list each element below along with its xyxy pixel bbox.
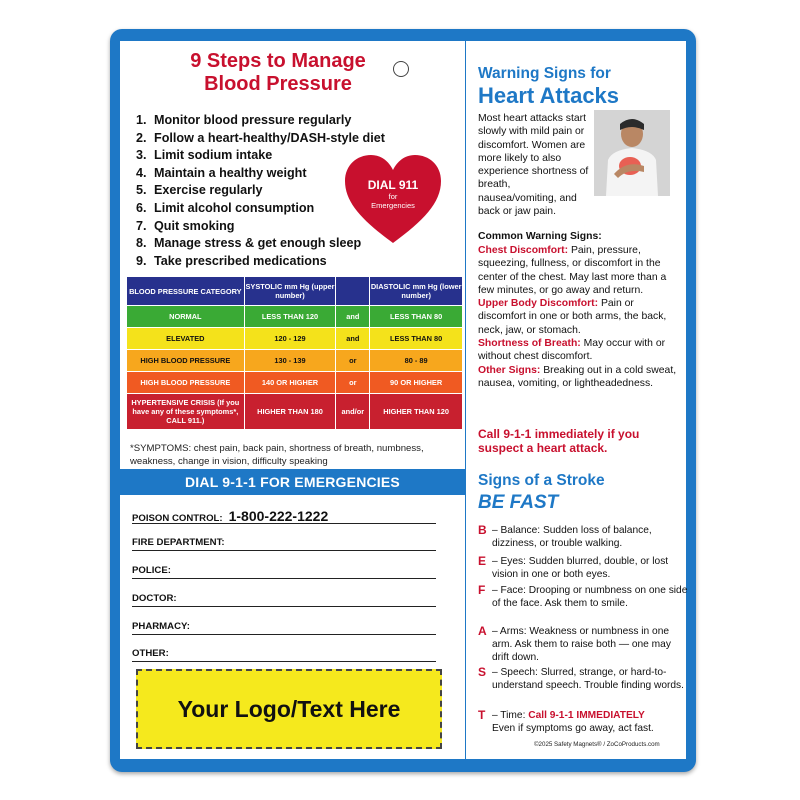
field-label: OTHER: bbox=[132, 648, 169, 659]
title-line-1: 9 Steps to Manage bbox=[190, 50, 366, 72]
police-field[interactable] bbox=[132, 564, 436, 579]
table-cell: 130 - 139 bbox=[244, 350, 336, 372]
stroke-title-line-2: BE FAST bbox=[478, 492, 559, 513]
fast-item-b: B – Balance: Sudden loss of balance, dizziness, or trouble walking. bbox=[478, 523, 652, 550]
fire-department-field[interactable] bbox=[132, 536, 436, 551]
field-label: DOCTOR: bbox=[132, 593, 177, 604]
fast-letter: S bbox=[478, 665, 487, 679]
common-signs-heading: Common Warning Signs: bbox=[478, 231, 602, 242]
table-cell: 90 OR HIGHER bbox=[370, 372, 463, 394]
step-item: 8. Manage stress & get enough sleep bbox=[136, 236, 362, 251]
table-cell: and bbox=[336, 328, 370, 350]
table-cell: and/or bbox=[336, 394, 370, 430]
table-header bbox=[336, 277, 370, 306]
table-cell: HIGHER THAN 180 bbox=[244, 394, 336, 430]
table-cell: LESS THAN 80 bbox=[370, 328, 463, 350]
sign-item: Shortness of Breath: May occur with or without chest discomfort. bbox=[478, 338, 666, 363]
heart-line-1: DIAL 911 bbox=[367, 178, 419, 192]
field-value: 1-800-222-1222 bbox=[228, 508, 329, 524]
step-item: 7. Quit smoking bbox=[136, 218, 235, 233]
sign-item: Chest Discomfort: Pain, pressure, squeezing, fullness, or discomfort in the center of the chest. May last more than a few minutes, or go away and return. bbox=[478, 245, 667, 296]
table-header: SYSTOLIC mm Hg (upper number) bbox=[244, 277, 336, 306]
table-cell: HIGHER THAN 120 bbox=[370, 394, 463, 430]
title-line-2: Blood Pressure bbox=[204, 73, 352, 95]
table-cell: and bbox=[336, 306, 370, 328]
pharmacy-field[interactable] bbox=[132, 620, 436, 635]
table-row bbox=[127, 372, 463, 394]
table-header: DIASTOLIC mm Hg (lower number) bbox=[370, 277, 463, 306]
sign-item: Other Signs: Breaking out in a cold sweat, nausea, vomiting, or lightheadedness. bbox=[478, 364, 677, 389]
fast-item-e: E – Eyes: Sudden blurred, double, or lost vision in one or both eyes. bbox=[478, 554, 669, 581]
fast-item-f: F – Face: Drooping or numbness on one side of the face. Ask them to smile. bbox=[478, 583, 688, 610]
table-cell: NORMAL bbox=[127, 306, 245, 328]
table-cell: HIGH BLOOD PRESSURE bbox=[127, 372, 245, 394]
other-field[interactable] bbox=[132, 647, 436, 662]
doctor-field[interactable] bbox=[132, 592, 436, 607]
bp-category-table bbox=[126, 276, 463, 430]
heart-line-2: for bbox=[388, 192, 398, 201]
common-signs-list bbox=[478, 244, 683, 390]
step-item: 9. Take prescribed medications bbox=[136, 253, 327, 268]
step-item: 3. Limit sodium intake bbox=[136, 148, 273, 163]
field-label: PHARMACY: bbox=[132, 621, 190, 632]
table-cell: 80 - 89 bbox=[370, 350, 463, 372]
table-header: BLOOD PRESSURE CATEGORY bbox=[127, 277, 245, 306]
table-row bbox=[127, 350, 463, 372]
field-label: POLICE: bbox=[132, 565, 171, 576]
fast-letter: T bbox=[478, 708, 486, 722]
step-item: 6. Limit alcohol consumption bbox=[136, 200, 315, 215]
step-item: 4. Maintain a healthy weight bbox=[136, 165, 307, 180]
emergency-band: DIAL 9-1-1 FOR EMERGENCIES bbox=[120, 469, 465, 495]
logo-placeholder: Your Logo/Text Here bbox=[136, 669, 442, 749]
fast-item-s: S – Speech: Slurred, strange, or hard-to-understand speech. Trouble finding words. bbox=[478, 665, 684, 692]
stroke-title-line-1: Signs of a Stroke bbox=[478, 472, 605, 489]
heart-line-3: Emergencies bbox=[371, 201, 415, 210]
table-cell: LESS THAN 80 bbox=[370, 306, 463, 328]
chest-pain-photo bbox=[594, 110, 670, 196]
field-label: FIRE DEPARTMENT: bbox=[132, 537, 225, 548]
step-item: 5. Exercise regularly bbox=[136, 183, 263, 198]
table-row bbox=[127, 394, 463, 430]
table-cell: HYPERTENSIVE CRISIS (If you have any of these symptoms*, CALL 911.) bbox=[127, 394, 245, 430]
symptoms-note: *SYMPTOMS: chest pain, back pain, shortness of breath, numbness, weakness, change in vision, difficulty speaking bbox=[130, 443, 424, 467]
heart-attack-title-line-2: Heart Attacks bbox=[478, 83, 620, 108]
fast-item-a: A – Arms: Weakness or numbness in one arm. Ask them to raise both — one may drift down. bbox=[478, 624, 671, 664]
table-cell: 120 - 129 bbox=[244, 328, 336, 350]
table-cell: ELEVATED bbox=[127, 328, 245, 350]
fast-item-t: T – Time: Call 9-1-1 IMMEDIATELY Even if symptoms go away, act fast. bbox=[478, 708, 654, 735]
fast-letter: F bbox=[478, 583, 486, 597]
step-item: 2. Follow a heart-healthy/DASH-style diet bbox=[136, 130, 385, 145]
heart-label bbox=[343, 178, 443, 210]
column-divider bbox=[465, 41, 466, 759]
fast-letter: E bbox=[478, 554, 487, 568]
page-title bbox=[122, 50, 434, 96]
field-label: POISON CONTROL: bbox=[132, 513, 223, 524]
table-cell: LESS THAN 120 bbox=[244, 306, 336, 328]
step-item: 1. Monitor blood pressure regularly bbox=[136, 113, 352, 127]
table-cell: or bbox=[336, 372, 370, 394]
table-cell: or bbox=[336, 350, 370, 372]
table-cell: 140 OR HIGHER bbox=[244, 372, 336, 394]
intro-text: Most heart attacks start slowly with mild pain or discomfort. Women are more likely to also experience shortness of breath, nausea/vomiting, and back or jaw pain. bbox=[478, 113, 589, 218]
call-911-note: Call 9-1-1 immediately if you suspect a heart attack. bbox=[478, 427, 640, 455]
table-cell: HIGH BLOOD PRESSURE bbox=[127, 350, 245, 372]
copyright-text: ©2025 Safety Magnets® / ZoCoProducts.com bbox=[534, 741, 660, 748]
fast-letter: A bbox=[478, 624, 487, 638]
table-row bbox=[127, 328, 463, 350]
sign-item: Upper Body Discomfort: Pain or discomfort in one or both arms, the back, neck, jaw, or stomach. bbox=[478, 298, 667, 336]
table-row bbox=[127, 306, 463, 328]
heart-attack-title-line-1: Warning Signs for bbox=[478, 65, 611, 82]
poison-control-field[interactable] bbox=[132, 509, 436, 524]
table-header-row bbox=[127, 277, 463, 306]
fast-letter: B bbox=[478, 523, 487, 537]
